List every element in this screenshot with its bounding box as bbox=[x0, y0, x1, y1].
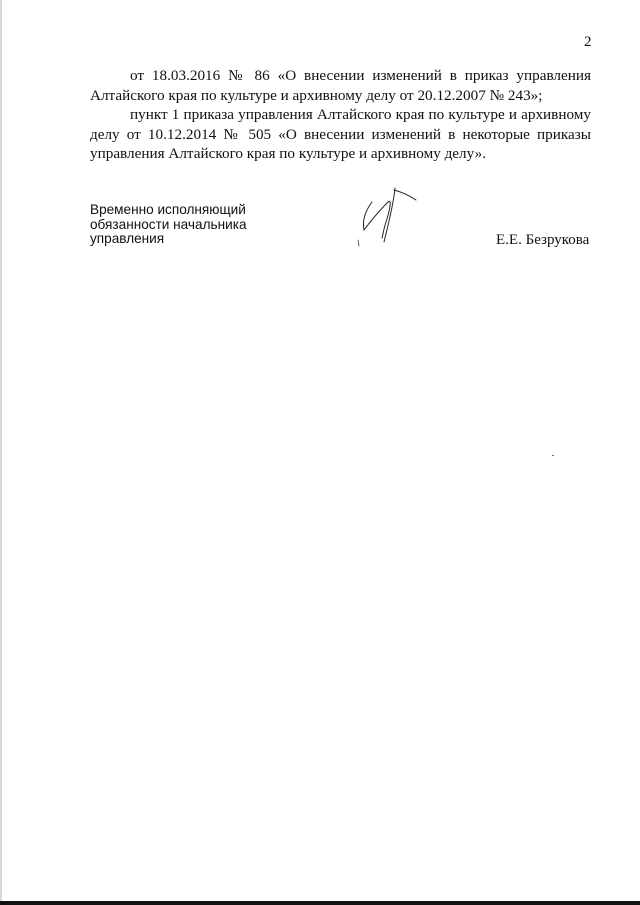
signer-name: Е.Е. Безрукова bbox=[496, 232, 590, 248]
signer-position-line: управления bbox=[90, 231, 165, 246]
paragraph-amendment-2: пункт 1 приказа управления Алтайского края по культуре и архивному делу от 10.12.2014 № 505 «О внесении изменений в некоторые приказы управления Алтайского края по культуре и архивному делу». bbox=[90, 106, 591, 162]
scan-left-edge bbox=[0, 0, 2, 905]
paragraph-amendment-1: от 18.03.2016 № 86 «О внесении изменений в приказ управления Алтайского края по культуре и архивному делу от 20.12.2007 № 243»; bbox=[90, 67, 591, 104]
signer-position bbox=[90, 203, 290, 247]
signer-position-line: обязанности начальника bbox=[90, 216, 247, 232]
page-number: 2 bbox=[584, 34, 592, 50]
scan-speck bbox=[552, 455, 554, 456]
signer-position-line: Временно исполняющий bbox=[90, 202, 246, 217]
scan-bottom-edge bbox=[0, 901, 640, 905]
handwritten-signature bbox=[350, 180, 425, 250]
